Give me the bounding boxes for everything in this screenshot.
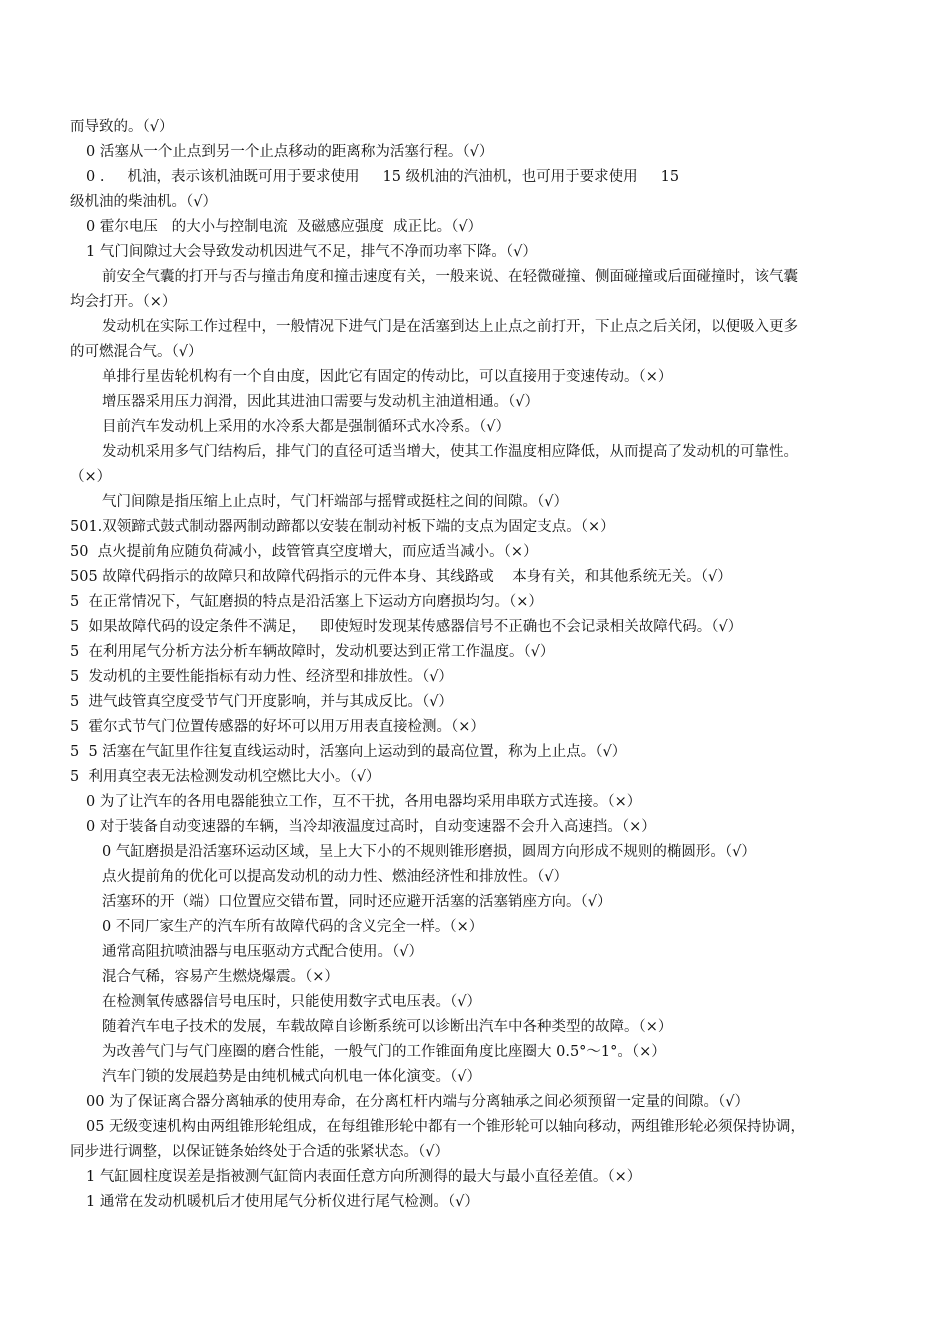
text-line: 0 . 机油，表示该机油既可用于要求使用 15 级机油的汽油机，也可用于要求使用 15: [86, 169, 680, 185]
text-line: 目前汽车发动机上采用的水冷系大都是强制循环式水冷系。（√）: [102, 419, 510, 435]
text-line: 505 故障代码指示的故障只和故障代码指示的元件本身、其线路或 本身有关，和其他系统无关。（√）: [70, 569, 732, 585]
text-line: 发动机采用多气门结构后，排气门的直径可适当增大，使其工作温度相应降低，从而提高了发动机的可靠性。: [102, 444, 798, 460]
text-line: 5 发动机的主要性能指标有动力性、经济型和排放性。（√）: [70, 669, 453, 685]
text-line: 在检测氧传感器信号电压时，只能使用数字式电压表。（√）: [102, 994, 481, 1010]
text-line: 汽车门锁的发展趋势是由纯机械式向机电一体化演变。（√）: [102, 1069, 481, 1085]
text-line: 5 5 活塞在气缸里作往复直线运动时，活塞向上运动到的最高位置，称为上止点。（√）: [70, 744, 627, 760]
text-line: 501.双领蹄式鼓式制动器两制动蹄都以安装在制动衬板下端的支点为固定支点。（×）: [70, 519, 615, 535]
text-line: 0 对于装备自动变速器的车辆，当冷却液温度过高时，自动变速器不会升入高速挡。（×）: [86, 819, 656, 835]
text-line: 活塞环的开（端）口位置应交错布置，同时还应避开活塞的活塞销座方向。（√）: [102, 894, 612, 910]
text-line: 1 气门间隙过大会导致发动机因进气不足，排气不净而功率下降。（√）: [86, 244, 537, 260]
text-line: 为改善气门与气门座圈的磨合性能，一般气门的工作锥面角度比座圈大 0.5°～1°。（×）: [102, 1044, 666, 1060]
text-line: 5 霍尔式节气门位置传感器的好坏可以用万用表直接检测。（×）: [70, 719, 485, 735]
text-line: 50 点火提前角应随负荷减小，歧管管真空度增大，而应适当减小。（×）: [70, 544, 538, 560]
text-line: 级机油的柴油机。（√）: [70, 194, 217, 210]
text-line: 1 通常在发动机暖机后才使用尾气分析仪进行尾气检测。（√）: [86, 1194, 479, 1210]
text-line: 气门间隙是指压缩上止点时，气门杆端部与摇臂或挺柱之间的间隙。（√）: [102, 494, 568, 510]
text-line: 的可燃混合气。（√）: [70, 344, 203, 360]
text-line: （×）: [70, 469, 112, 485]
text-line: 通常高阻抗喷油器与电压驱动方式配合使用。（√）: [102, 944, 423, 960]
text-line: 5 利用真空表无法检测发动机空燃比大小。（√）: [70, 769, 381, 785]
text-line: 5 在正常情况下，气缸磨损的特点是沿活塞上下运动方向磨损均匀。（×）: [70, 594, 543, 610]
text-line: 点火提前角的优化可以提高发动机的动力性、燃油经济性和排放性。（√）: [102, 869, 568, 885]
text-line: 发动机在实际工作过程中，一般情况下进气门是在活塞到达上止点之前打开，下止点之后关闭，以便吸入更多: [102, 319, 798, 335]
text-line: 均会打开。（×）: [70, 294, 177, 310]
text-line: 0 为了让汽车的各用电器能独立工作，互不干扰，各用电器均采用串联方式连接。（×）: [86, 794, 642, 810]
text-line: 1 气缸圆柱度误差是指被测气缸筒内表面任意方向所测得的最大与最小直径差值。（×）: [86, 1169, 642, 1185]
text-line: 混合气稀，容易产生燃烧爆震。（×）: [102, 969, 339, 985]
text-line: 增压器采用压力润滑，因此其进油口需要与发动机主油道相通。（√）: [102, 394, 539, 410]
text-line: 5 如果故障代码的设定条件不满足， 即使短时发现某传感器信号不正确也不会记录相关故障代码。（√）: [70, 619, 743, 635]
text-line: 而导致的。（√）: [70, 119, 174, 135]
text-line: 00 为了保证离合器分离轴承的使用寿命，在分离杠杆内端与分离轴承之间必须预留一定量的间隙。（√）: [86, 1094, 750, 1110]
text-line: 0 不同厂家生产的汽车所有故障代码的含义完全一样。（×）: [102, 919, 484, 935]
text-line: 单排行星齿轮机构有一个自由度，因此它有固定的传动比，可以直接用于变速传动。（×）: [102, 369, 673, 385]
text-line: 0 霍尔电压 的大小与控制电流 及磁感应强度 成正比。（√）: [86, 219, 483, 235]
text-line: 0 活塞从一个止点到另一个止点移动的距离称为活塞行程。（√）: [86, 144, 494, 160]
text-line: 前安全气囊的打开与否与撞击角度和撞击速度有关，一般来说、在轻微碰撞、侧面碰撞或后面碰撞时，该气囊: [102, 269, 798, 285]
text-line: 随着汽车电子技术的发展，车载故障自诊断系统可以诊断出汽车中各种类型的故障。（×）: [102, 1019, 673, 1035]
text-line: 05 无级变速机构由两组锥形轮组成，在每组锥形轮中都有一个锥形轮可以轴向移动，两组锥形轮必须保持协调，: [86, 1119, 806, 1135]
text-line: 5 进气歧管真空度受节气门开度影响，并与其成反比。（√）: [70, 694, 453, 710]
text-line: 同步进行调整，以保证链条始终处于合适的张紧状态。（√）: [70, 1144, 449, 1160]
text-line: 0 气缸磨损是沿活塞环运动区域，呈上大下小的不规则锥形磨损，圆周方向形成不规则的椭圆形。（√）: [102, 844, 756, 860]
text-line: 5 在利用尾气分析方法分析车辆故障时，发动机要达到正常工作温度。（√）: [70, 644, 555, 660]
